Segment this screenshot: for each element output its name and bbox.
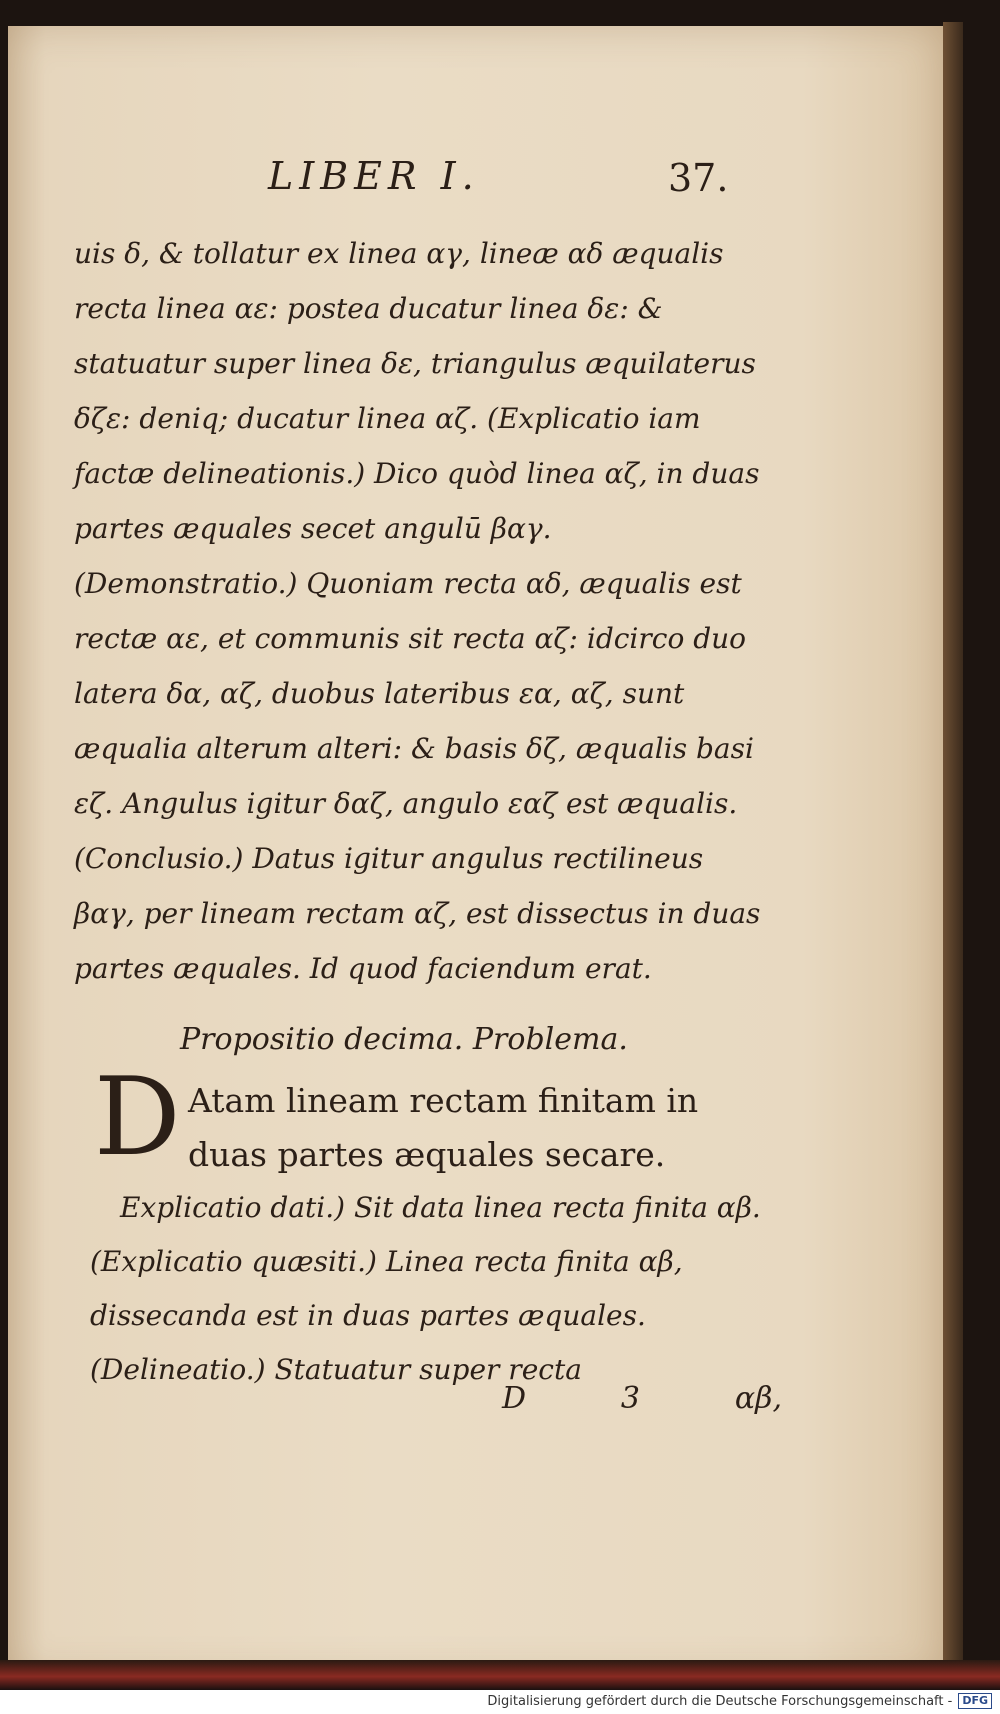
signature-number: 3 xyxy=(620,1381,640,1416)
page-number: 37. xyxy=(668,156,729,200)
proposition-explication: Explicatio dati.) Sit data linea recta finita αβ. (Explicatio quæsiti.) Linea recta finita αβ, dissecanda est in duas partes æquales. (Delineatio.) Statuatur super recta xyxy=(90,1191,761,1386)
dfg-logo: DFG xyxy=(958,1693,992,1709)
credit-text: Digitalisierung gefördert durch die Deutsche Forschungsgemeinschaft - xyxy=(487,1693,953,1709)
binding-strip xyxy=(0,1660,1000,1690)
page-content xyxy=(8,26,943,1678)
drop-cap: D xyxy=(94,1055,181,1180)
signature-mark: D xyxy=(502,1381,527,1416)
proposition-text: Atam lineam rectam finitam in duas partes æquales secare. xyxy=(188,1081,699,1174)
body-paragraph-text: uis δ, & tollatur ex linea αγ, lineæ αδ æqualis recta linea αε: postea ducatur linea δε: & statuatur super linea δε, triangulus æquilaterus δζε: deniq; ducatur linea αζ. (Explicatio iam factæ delineationis.) Dico quòd linea αζ, in duas partes æquales secet angulū βαγ. (Demonstratio.) Quoniam recta αδ, æqualis est rectæ αε, et communis sit recta αζ: idcirco duo latera δα, αζ, duobus lateribus εα, αζ, sunt æqualia alterum alteri: & basis δζ, æqualis basi εζ. Angulus igitur δαζ, angulo εαζ est æqualis. (Conclusio.) Datus igitur angulus rectilineus βαγ, per lineam rectam αζ, est dissectus in duas partes æquales. Id quod faciendum erat. xyxy=(74,237,761,985)
book-page xyxy=(8,26,943,1678)
catchword-line xyxy=(502,1381,782,1416)
proposition-title: Propositio decima. Problema. xyxy=(180,1022,628,1057)
digitization-credit xyxy=(487,1693,992,1709)
page-edge xyxy=(943,22,963,1682)
catchword: αβ, xyxy=(734,1381,782,1416)
body-paragraph xyxy=(74,226,764,996)
running-title: LIBER I. xyxy=(268,154,480,198)
